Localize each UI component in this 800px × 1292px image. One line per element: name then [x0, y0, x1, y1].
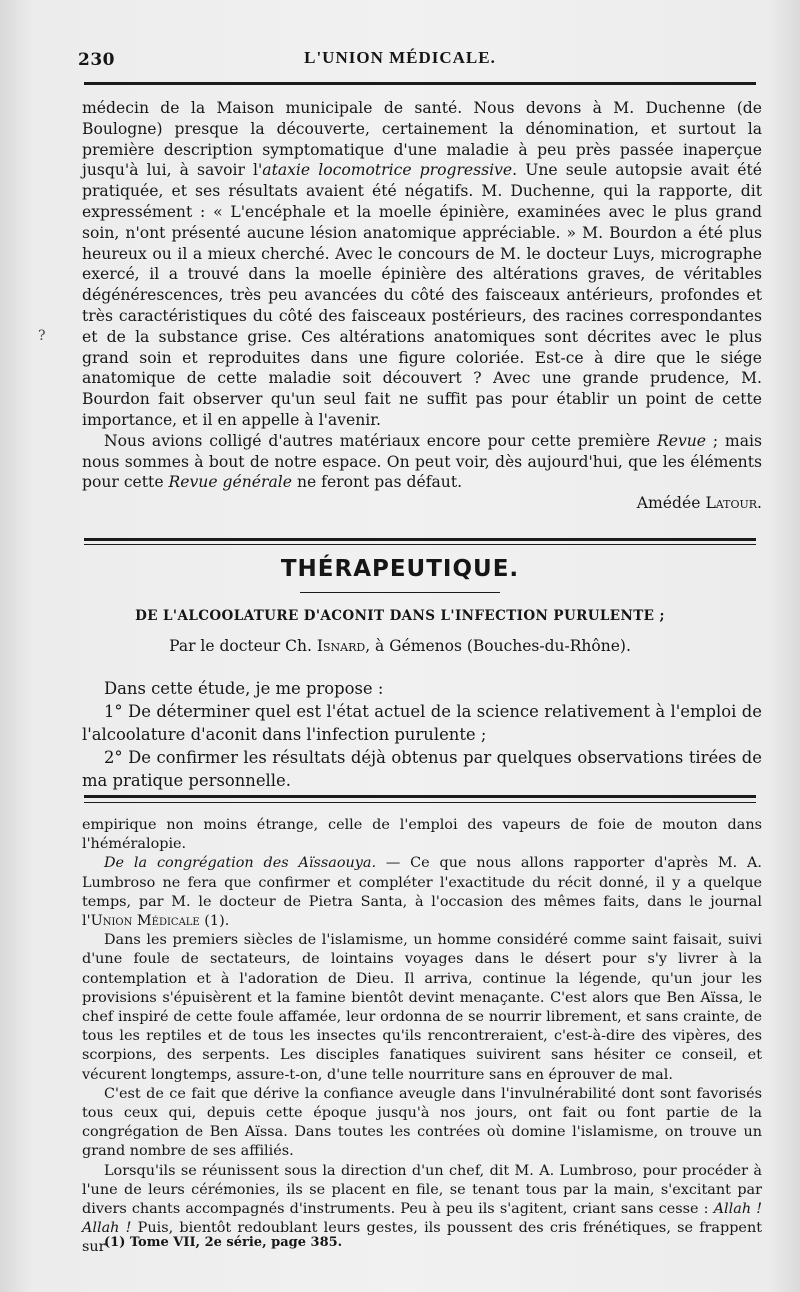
- small-caps-text: Union Médicale: [90, 913, 200, 930]
- feuilleton-rule-thick: [84, 795, 756, 798]
- paragraph: [82, 854, 762, 931]
- paragraph: [82, 931, 762, 1085]
- review-text: [82, 98, 762, 514]
- author-prefix: Par le docteur Ch.: [169, 637, 312, 655]
- paragraph: [82, 1085, 762, 1162]
- running-head: L'UNION MÉDICALE.: [304, 48, 496, 67]
- signature: [82, 493, 762, 514]
- text-run: . Une seule autopsie avait été pratiquée, et ses résultats avaient été négatifs. M. Duchenne, qui la rapporte, dit expressément : « L'encéphale et la moelle épinière, examinées avec le plus grand soin, n'ont présenté aucune lésion anatomique appréciable. » M. Bourdon a été plus heureux ou il a mieux cherché. Avec le concours de M. le docteur Luys, micrographe exercé, il a trouvé dans la moelle épinière des altérations graves, de véritables dégénérescences, très peu avancées du côté des faisceaux antérieurs, profondes et très caractéristiques du côté des faisceaux postérieurs, des racines correspondantes et de la substance grise. Ces altérations anatomiques sont décrites avec le plus grand soin et reproduites dans une figure coloriée. Est-ce à dire que le siége anatomique de cette maladie soit découvert ? Avec une grande prudence, M. Bourdon fait observer qu'un seul fait ne suffit pas pour établir un point de cette importance, et il en appelle à l'avenir.: [82, 161, 762, 429]
- paragraph: [82, 431, 762, 493]
- italic-text: Revue générale: [168, 473, 292, 492]
- author-suffix: , à Gémenos (Bouches-du-Rhône).: [365, 637, 631, 655]
- article-intro: [82, 677, 762, 792]
- article-author: [0, 637, 800, 655]
- text-run: ne feront pas défaut.: [291, 473, 463, 492]
- page-number: 230: [78, 50, 115, 70]
- section-title-underline: [300, 592, 500, 593]
- section-rule-thin: [84, 544, 756, 545]
- intro-item-2: 2° De confirmer les résultats déjà obtenus par quelques observations tirées de ma pratique personnelle.: [82, 748, 762, 790]
- intro-line: Dans cette étude, je me propose :: [104, 679, 384, 698]
- feuilleton-text: [82, 816, 762, 1258]
- italic-text: Allah ! Allah !: [82, 1201, 763, 1237]
- footnote: (1) Tome VII, 2e série, page 385.: [104, 1235, 343, 1250]
- paragraph: [82, 816, 762, 854]
- author-name: Isnard: [316, 637, 366, 655]
- intro-item-1: 1° De déterminer quel est l'état actuel de la science relativement à l'emploi de l'alcoolature d'aconit dans l'infection purulente ;: [82, 702, 762, 744]
- margin-annotation: ?: [38, 328, 46, 344]
- text-run: (1).: [199, 913, 230, 930]
- text-run: Nous avions colligé d'autres matériaux encore pour cette première: [104, 431, 657, 450]
- text-run: C'est de ce fait que dérive la confiance aveugle dans l'invulnérabilité dont sont favorisés tous ceux qui, depuis cette époque jusqu'à nos jours, ont fait ou font partie de la congrégation de Ben Aïssa. Dans toutes les contrées où domine l'islamisme, on trouve un grand nombre de ses affiliés.: [82, 1085, 762, 1160]
- italic-text: De la congrégation des Aïssaouya.: [104, 855, 377, 872]
- text-run: Lorsqu'ils se réunissent sous la direction d'un chef, dit M. A. Lumbroso, pour procéder à l'une de leurs cérémonies, ils se placent en file, se tenant tous par la main, s'excitant par divers chants accompagnés d'instruments. Peu à peu ils s'agitent, criant sans cesse :: [82, 1162, 762, 1218]
- text-run: Dans les premiers siècles de l'islamisme, un homme considéré comme saint faisait, suivi d'une foule de sectateurs, de lointains voyages dans le désert pour s'y livrer à la contemplation et à l'adoration de Dieu. Il arriva, continue la légende, qu'un jour les provisions s'épuisèrent et la famine bientôt devint menaçante. C'est alors que Ben Aïssa, le chef inspiré de cette foule affamée, leur ordonna de se nourrir librement, et sans crainte, de tous les reptiles et de tous les insectes qu'ils rencontreraient, c'est-à-dire des vipères, des scorpions, des serpents. Les disciples fanatiques suivirent sans hésiter ce conseil, et vécurent longtemps, assure-t-on, d'une telle nourriture sans en éprouver de mal.: [82, 932, 762, 1083]
- signature-last: Latour.: [705, 494, 762, 513]
- italic-text: ataxie locomotrice progressive: [262, 161, 513, 180]
- section-rule-thick: [84, 538, 756, 541]
- text-run: médecin de la Maison municipale de santé. Nous devons à M. Duchenne (de Boulogne) presque la découverte, certainement la dénomination, et surtout la première description symptomatique d'une maladie à peu près passée inaperçue jusqu'à lui, à savoir l': [82, 99, 762, 180]
- text-run: Puis, bientôt redoublant leurs gestes, ils poussent des cris frénétiques, se frappent sur: [82, 1220, 762, 1256]
- italic-text: Revue: [656, 431, 707, 450]
- article-title: DE L'ALCOOLATURE D'ACONIT DANS L'INFECTION PURULENTE ;: [135, 608, 665, 624]
- signature-first: Amédée: [636, 494, 706, 513]
- text-run: — Ce que nous allons rapporter d'après M. A. Lumbroso ne fera que confirmer et compléter l'exactitude du récit donné, il y a quelque temps, par M. le docteur de Pietra Santa, à l'occasion des mêmes faits, dans le journal l': [82, 855, 762, 930]
- header-rule: [84, 82, 756, 85]
- section-title: THÉRAPEUTIQUE.: [280, 556, 520, 582]
- feuilleton-rule-thin: [84, 802, 756, 803]
- paragraph: [82, 98, 762, 431]
- text-run: empirique non moins étrange, celle de l'emploi des vapeurs de foie de mouton dans l'héméralopie.: [82, 817, 762, 853]
- text-run: ; mais nous sommes à bout de notre espace. On peut voir, dès aujourd'hui, que les éléments pour cette: [82, 431, 762, 492]
